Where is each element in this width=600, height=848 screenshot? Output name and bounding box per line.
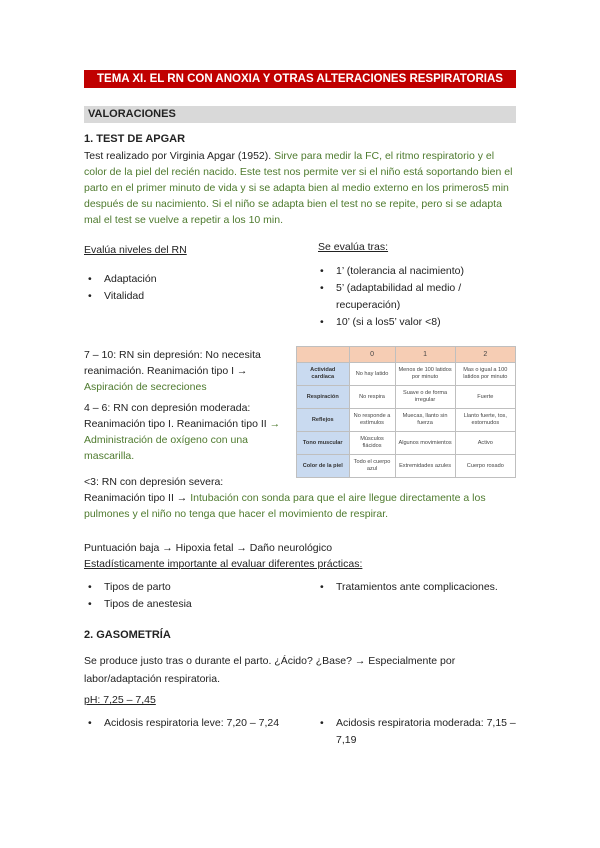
list-item: • Tipos de anestesia [86, 596, 286, 613]
table-cell: Músculos flácidos [349, 432, 395, 455]
table-cell: No respira [349, 386, 395, 409]
puntuacion-baja: Puntuación baja → Hipoxia fetal → Daño neurológico [84, 542, 333, 554]
list-item: • Tratamientos ante complicaciones. [318, 579, 518, 596]
table-cell: Cuerpo rosado [455, 455, 515, 478]
table-header-cell: 0 [349, 347, 395, 363]
list-item: • 10’ (si a los5’ valor <8) [318, 314, 518, 331]
acidosis-left-list [86, 715, 286, 732]
apgar-heading: 1. TEST DE APGAR [84, 133, 186, 145]
table-cell: Llanto fuerte, tos, estornudos [455, 409, 515, 432]
section-header: VALORACIONES [84, 106, 516, 123]
estadistica-heading: Estadísticamente importante al evaluar diferentes prácticas: [84, 558, 363, 570]
table-cell: Muecas, llanto sin fuerza [395, 409, 455, 432]
practicas-right-list [318, 579, 518, 596]
table-row [297, 432, 516, 455]
gasometria-heading: 2. GASOMETRÍA [84, 629, 171, 641]
table-row-header: Actividad cardíaca [297, 363, 350, 386]
score-4-6 [84, 400, 289, 464]
table-header-cell: 2 [455, 347, 515, 363]
score-lt3-detail [84, 490, 520, 522]
list-item: • 1’ (tolerancia al nacimiento) [318, 263, 518, 280]
score-lt3-green: Intubación con sonda para que el aire llegue directamente a los pulmones y el niño no tenga que hacer el movimiento de respirar. [84, 492, 486, 520]
table-cell: Mas o igual a 100 latidos por minuto [455, 363, 515, 386]
evalua-heading: Evalúa niveles del RN [84, 244, 187, 256]
table-cell: Menos de 100 latidos por minuto [395, 363, 455, 386]
score-7-10 [84, 347, 289, 395]
score-4-6-text: 4 – 6: RN con depresión moderada: Reanimación tipo I. Reanimación tipo II [84, 402, 267, 430]
table-header-cell [297, 347, 350, 363]
table-row [297, 386, 516, 409]
apgar-intro-text: Test realizado por Virginia Apgar (1952). [84, 150, 275, 162]
list-item: • 5’ (adaptabilidad al medio / recuperación) [318, 280, 518, 314]
table-row-header: Tono muscular [297, 432, 350, 455]
table-cell: Extremidades azules [395, 455, 455, 478]
table-cell: No hay latido [349, 363, 395, 386]
table-cell: Fuerte [455, 386, 515, 409]
score-lt3-b: Reanimación tipo II → [84, 492, 188, 504]
table-row-header: Color de la piel [297, 455, 350, 478]
table-row-header: Respiración [297, 386, 350, 409]
gasometria-intro: Se produce justo tras o durante el parto. ¿Ácido? ¿Base? → Especialmente por labor/adaptación respiratoria. [84, 655, 456, 685]
list-item: • Adaptación [86, 271, 286, 288]
table-header-cell: 1 [395, 347, 455, 363]
ph-range: pH: 7,25 – 7,45 [84, 694, 156, 706]
score-7-10-green: Aspiración de secreciones [84, 381, 207, 393]
document-title: TEMA XI. EL RN CON ANOXIA Y OTRAS ALTERACIONES RESPIRATORIAS [84, 70, 516, 88]
score-4-6-green: → Administración de oxígeno con una mascarilla. [84, 418, 281, 462]
apgar-table [296, 346, 516, 478]
score-lt3: <3: RN con depresión severa: [84, 476, 224, 488]
practicas-left-list [86, 579, 286, 613]
list-item: • Tipos de parto [86, 579, 286, 596]
table-cell: No responde a estímulos [349, 409, 395, 432]
table-row [297, 409, 516, 432]
score-7-10-text: 7 – 10: RN sin depresión: No necesita reanimación. Reanimación tipo I → [84, 349, 261, 377]
tras-list [318, 263, 518, 331]
table-row [297, 363, 516, 386]
list-item: • Acidosis respiratoria moderada: 7,15 – 7,19 [318, 715, 518, 749]
table-cell: Algunos movimientos [395, 432, 455, 455]
list-item: • Acidosis respiratoria leve: 7,20 – 7,24 [86, 715, 286, 732]
list-item: • Vitalidad [86, 288, 286, 305]
apgar-intro-green-text: Sirve para medir la FC, el ritmo respiratorio y el color de la piel del recién nacido. Este test nos permite ver si el niño está soportando bien el parto en el primer minuto de vida y si se adapta bien al medio externo en los primeros5 min después de su nacimiento. Si el niño se adapta bien el test no se repite, pero si se adapta mal el test se vuelve a repetir a los 10 min. [84, 150, 513, 226]
acidosis-right-list [318, 715, 518, 749]
table-row-header: Reflejos [297, 409, 350, 432]
evalua-list [86, 271, 286, 305]
table-cell: Todo el cuerpo azul [349, 455, 395, 478]
table-row [297, 455, 516, 478]
table-cell: Activo [455, 432, 515, 455]
table-cell: Suave o de forma irregular [395, 386, 455, 409]
tras-heading: Se evalúa tras: [318, 241, 389, 253]
apgar-intro [84, 148, 516, 228]
